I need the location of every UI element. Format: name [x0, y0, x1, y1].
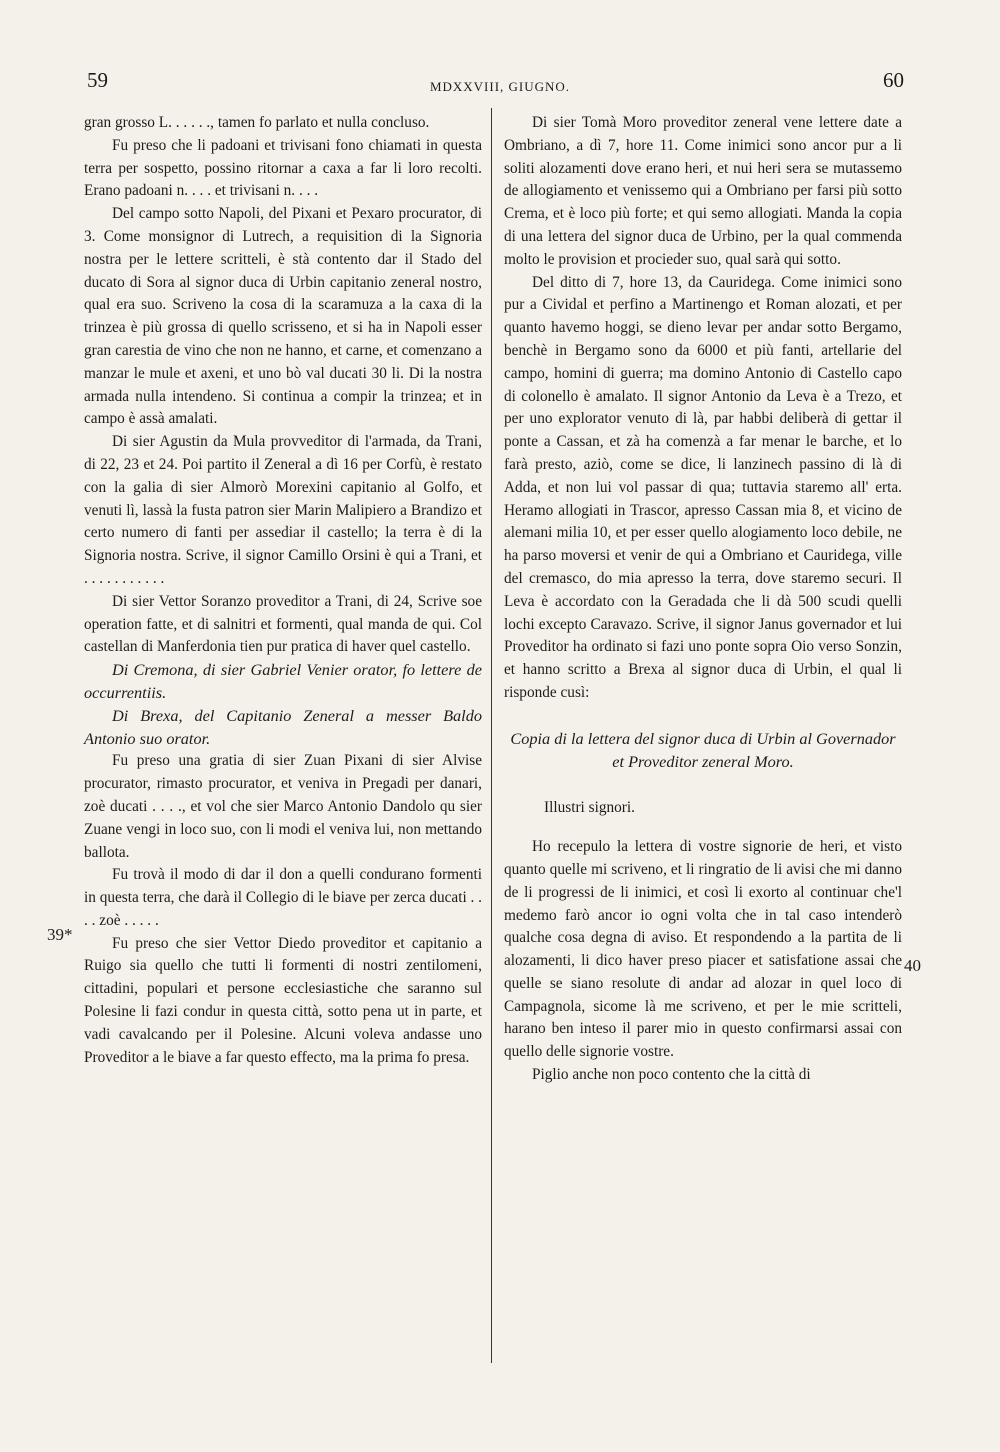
salutation: Illustri signori. [544, 799, 635, 817]
paragraph: Di Cremona, di sier Gabriel Venier orator, fo lettere de occurrentiis. [84, 660, 482, 702]
paragraph: Di sier Vettor Soranzo proveditor a Trani, di 24, Scrive soe operation fatte, et di salnitri et formenti, qual manda de qui. Col castellan di Manferdonia tien pur pratica di haver quel castello. [84, 592, 482, 656]
left-column [84, 112, 482, 1069]
right-column [504, 112, 902, 1087]
paragraph: Di sier Tomà Moro proveditor zeneral vene lettere date a Ombriano, a dì 7, hore 11. Come inimici sono ancor pur a li soliti alozamenti dove erano heri, et nui heri sera se mutassemo de allogiamento et venissemo qui a Ombriano per farsi più sotto Crema, et è loco più forte; et qui semo allogiati. Manda la copia di una lettera del signor duca de Urbino, per la qual commenda molto le provision et procieder suo, qual sarà qui sotto. [504, 114, 902, 268]
paragraph: Di Brexa, del Capitanio Zeneral a messer Baldo Antonio suo orator. [84, 705, 482, 748]
paragraph: Fu trovà il modo di dar il don a quelli condurano formenti in questa terra, che darà il Collegio di le biave per zerca ducati . . . . zoè . . . . . [84, 866, 482, 929]
margin-number-left: 39* [47, 925, 73, 944]
page-number-right: 60 [883, 68, 904, 92]
paragraph: Piglio anche non poco contento che la città di [532, 1066, 811, 1084]
paragraph: Fu preso che sier Vettor Diedo proveditor et capitanio a Ruigo sia quello che tutti li formenti di nostri zentilomeni, cittadini, populari et persone ecclesiastiche che saranno sul Polesine li fazi condur in questa città, sotto pena ut in parte, et vadi cavalcando per il Polesine. Alcuni voleva andasse uno Proveditor a le biave a far questo effecto, ma la prima fo presa. [84, 934, 482, 1066]
paragraph: Di sier Agustin da Mula provveditor di l'armada, da Trani, di 22, 23 et 24. Poi partito il Zeneral a dì 16 per Corfù, è restato con la galia di sier Almorò Morexini capitanio al Golfo, et venuti lì, lassà la fusta patron sier Marin Malipiero a Brandizo et certo numero di fanti per assediar il castello; la terra è di la Signoria nostra. Scrive, il signor Camillo Orsini è qui a Trani, et . . . . . . . . . . . [84, 433, 482, 587]
column-divider [491, 108, 492, 1363]
paragraph: Ho recepulo la lettera di vostre signorie de heri, et visto quanto quelle mi scriveno, et li ringratio de li avisi che mi danno de li progressi de li inimici, et così li exorto al continuar che'l medemo farò ancor io ogni volta che in tal caso intenderò qualche cosa degna di aviso. Et respondendo a la partita de li alozamenti, li dico haver preso piacer et satisfatione assai che quelle se siano resolute di andar ad alozar in quel loco di Campagnola, sicome là me scriveno, et per le mie scritteli, harano ben inteso il parer mio in questo confirmarsi assai con quello delle signorie vostre. [504, 838, 902, 1061]
margin-number-right: 40 [904, 956, 921, 975]
paragraph: Del campo sotto Napoli, del Pixani et Pexaro procurator, di 3. Come monsignor di Lutrech, a requisition di la Signoria nostra per le lettere scritteli, è stà contento dar il Stado del ducato di Sora al signor duca di Urbin capitanio zeneral nostro, qual era suo. Scriveno la cosa di la scaramuza a la caxa di la trinzea è più grossa di quello scrisseno, et si ha in Napoli esser gran carestia de vino che non ne hanno, et carne, et comenzano a manzar le mule et axeni, et uno bò val ducati 30 li. Di la nostra armada nulla intendeno. Si continua a compir la trinzea; et in campo è assà amalati. [84, 205, 482, 428]
paragraph: Del ditto di 7, hore 13, da Cauridega. Come inimici sono pur a Cividal et perfino a Martinengo et Roman alozati, et per quanto havemo hoggi, se dieno levar per andar sotto Bergamo, benchè in Bergamo sono da 6000 et più fanti, artellarie del campo, homini di guerra; ma domino Antonio di Castello capo di colonello è amalato. Il signor Antonio da Leva è a Trezo, et per uno explorator venuto di là, par habbi deliberà di gettar il ponte a Cassan, et zà ha comenzà a far menar le barche, et lo farà presto, aziò, come se dice, li lanzinech passino di là di Adda, et non lui vol passar di qua; tuttavia staremo all' erta. Heramo allogiati in Trascor, apresso Cassan mia 8, et vicino de alemani milia 10, et per esser quello alogiamento loco debile, ne ha parso moversi et venir de qui a Ombriano et Cauridega, ville del cremasco, do mia apresso la terra, dove staremo securi. Il Leva è accordato con la Geradada che li dà 500 scudi quelli lochi excepto Caravazo. Scrive, il signor Janus governador et lui Proveditor ha ordinato si fazi uno ponte sopra Oio verso Sonzin, et hanno scritto a Brexa al signor duca di Urbin, el qual li risponde cusì: [504, 273, 902, 701]
paragraph: Fu preso una gratia di sier Zuan Pixani di sier Alvise procurator, rimasto procurator, et veniva in Pregadi per danari, zoè ducati . . . ., et vol che sier Marco Antonio Dandolo qu sier Zuane vengi in loco suo, con li modi el veniva lui, non mettando ballota. [84, 752, 482, 861]
page-number-left: 59 [87, 68, 108, 92]
paragraph: Fu preso che li padoani et trivisani fono chiamati in questa terra per sospetto, possino ritornar a caxa a far li loro recolti. Erano padoani n. . . . et trivisani n. . . . [84, 136, 482, 200]
paragraph: gran grosso L. . . . . ., tamen fo parlato et nulla concluso. [84, 114, 430, 131]
running-title: MDXXVIII, GIUGNO. [429, 79, 571, 94]
section-heading: Copia di la lettera del signor duca di Urbin al Governador et Proveditor zeneral Moro. [510, 728, 896, 771]
